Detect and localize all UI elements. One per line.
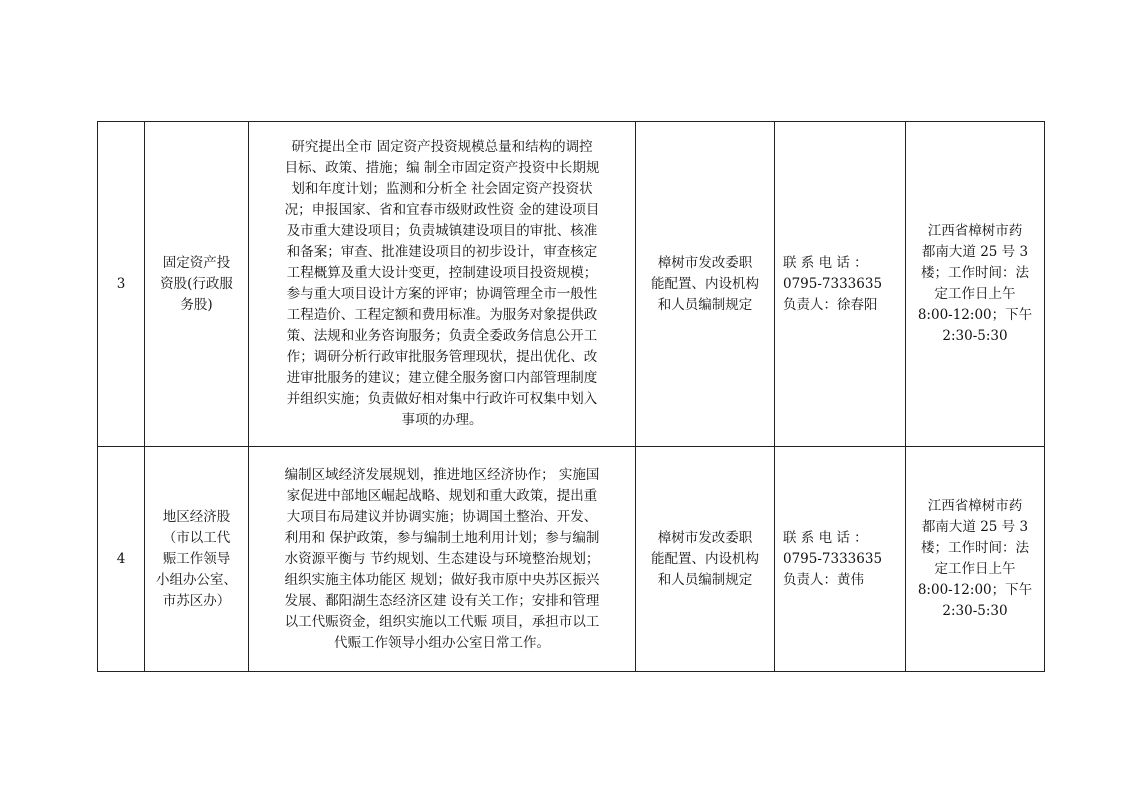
legal-basis-cell — [636, 447, 775, 672]
table-row — [98, 447, 1045, 672]
legal-basis-cell — [636, 122, 775, 447]
contact-line: 联 系 电 话 ： — [783, 529, 868, 546]
duty-line: 发展、鄱阳湖生态经济区建 设有关工作；安排和管理 — [284, 592, 600, 609]
address-line: 都南大道 25 号 3 — [921, 244, 1029, 260]
duty-line: 及市重大建设项目；负责城镇建设项目的审批、核准 — [286, 223, 598, 239]
unit-name-cell — [145, 447, 249, 672]
duty-line: 组织实施主体功能区 规划；做好我市原中央苏区振兴 — [284, 571, 600, 588]
address-line: 定工作日上午 — [934, 286, 1016, 302]
contact-cell — [775, 447, 906, 672]
unit-name-line: 赈工作领导 — [162, 550, 231, 567]
basis-line: 能配置、内设机构 — [651, 550, 759, 567]
duty-line: 作；调研分析行政审批服务管理现状，提出优化、改 — [286, 349, 598, 365]
duty-line: 策、法规和业务咨询服务；负责全委政务信息公开工 — [286, 328, 598, 344]
contact-cell — [775, 122, 906, 447]
row-number: 3 — [98, 122, 145, 447]
row-number: 4 — [98, 447, 145, 672]
address-line: 8:00-12:00；下午 — [917, 582, 1033, 598]
contact-phone: 0795-7333635 — [783, 275, 883, 292]
contact-person: 负责人：黄伟 — [783, 571, 864, 588]
address-line: 定工作日上午 — [934, 561, 1016, 577]
basis-line: 和人员编制规定 — [657, 571, 753, 588]
duty-line: 工程造价、工程定额和费用标准。为服务对象提供政 — [286, 307, 598, 323]
contact-line: 联 系 电 话 ： — [783, 254, 868, 271]
duty-line: 大项目布局建议并协调实施；协调国土整治、开发、 — [286, 508, 598, 525]
address-line: 8:00-12:00；下午 — [917, 307, 1033, 323]
duty-line: 事项的办理。 — [401, 412, 483, 428]
responsibility-table — [97, 121, 1045, 672]
duty-line: 利用和 保护政策，参与编制土地利用计划；参与编制 — [284, 529, 600, 546]
duty-line: 并组织实施；负责做好相对集中行政许可权集中划入 — [286, 391, 598, 407]
contact-phone: 0795-7333635 — [783, 550, 883, 567]
address-line: 2:30-5:30 — [942, 328, 1008, 344]
address-line: 都南大道 25 号 3 — [921, 519, 1029, 535]
address-hours-cell — [906, 447, 1045, 672]
duty-line: 以工代赈资金，组织实施以工代赈 项目，承担市以工 — [284, 613, 600, 630]
duty-description-cell — [249, 122, 636, 447]
duty-line: 划和年度计划；监测和分析全 社会固定资产投资状 — [291, 181, 593, 197]
unit-name-line: 固定资产投 — [162, 254, 231, 271]
address-hours-cell — [906, 122, 1045, 447]
basis-line: 和人员编制规定 — [657, 296, 753, 313]
duty-line: 水资源平衡与 节约规划、生态建设与环境整治规划； — [284, 550, 600, 567]
duty-description-cell — [249, 447, 636, 672]
duty-line: 目标、政策、措施；编 制全市固定资产投资中长期规 — [284, 160, 600, 176]
unit-name-line: 务股) — [180, 296, 213, 313]
duty-line: 代赈工作领导小组办公室日常工作。 — [334, 634, 550, 651]
duty-line: 况；申报国家、省和宜春市级财政性资 金的建设项目 — [284, 202, 600, 218]
duty-line: 研究提出全市 固定资产投资规模总量和结构的调控 — [291, 139, 593, 155]
address-line: 2:30-5:30 — [942, 603, 1008, 619]
address-line: 楼；工作时间：法 — [921, 540, 1029, 556]
address-line: 楼；工作时间：法 — [921, 265, 1029, 281]
address-line: 江西省樟树市药 — [927, 223, 1023, 239]
duty-line: 编制区域经济发展规划，推进地区经济协作； 实施国 — [284, 466, 600, 483]
contact-person: 负责人：徐春阳 — [783, 296, 878, 313]
unit-name-line: 小组办公室、 — [156, 571, 237, 588]
duty-line: 参与重大项目设计方案的评审；协调管理全市一般性 — [286, 286, 598, 302]
unit-name-line: 市苏区办） — [162, 592, 231, 609]
unit-name-line: 地区经济股 — [162, 508, 231, 525]
unit-name-cell — [145, 122, 249, 447]
basis-line: 能配置、内设机构 — [651, 275, 759, 292]
duty-line: 家促进中部地区崛起战略、规划和重大政策，提出重 — [286, 487, 598, 504]
address-line: 江西省樟树市药 — [927, 498, 1023, 514]
basis-line: 樟树市发改委职 — [657, 254, 753, 271]
unit-name-line: （市以工代 — [162, 529, 231, 546]
duty-line: 进审批服务的建议；建立健全服务窗口内部管理制度 — [286, 370, 598, 386]
table-row — [98, 122, 1045, 447]
duty-line: 工程概算及重大设计变更，控制建设项目投资规模； — [286, 265, 598, 281]
basis-line: 樟树市发改委职 — [657, 529, 753, 546]
unit-name-line: 资股(行政服 — [160, 275, 233, 292]
duty-line: 和备案；审查、批准建设项目的初步设计，审查核定 — [286, 244, 598, 260]
